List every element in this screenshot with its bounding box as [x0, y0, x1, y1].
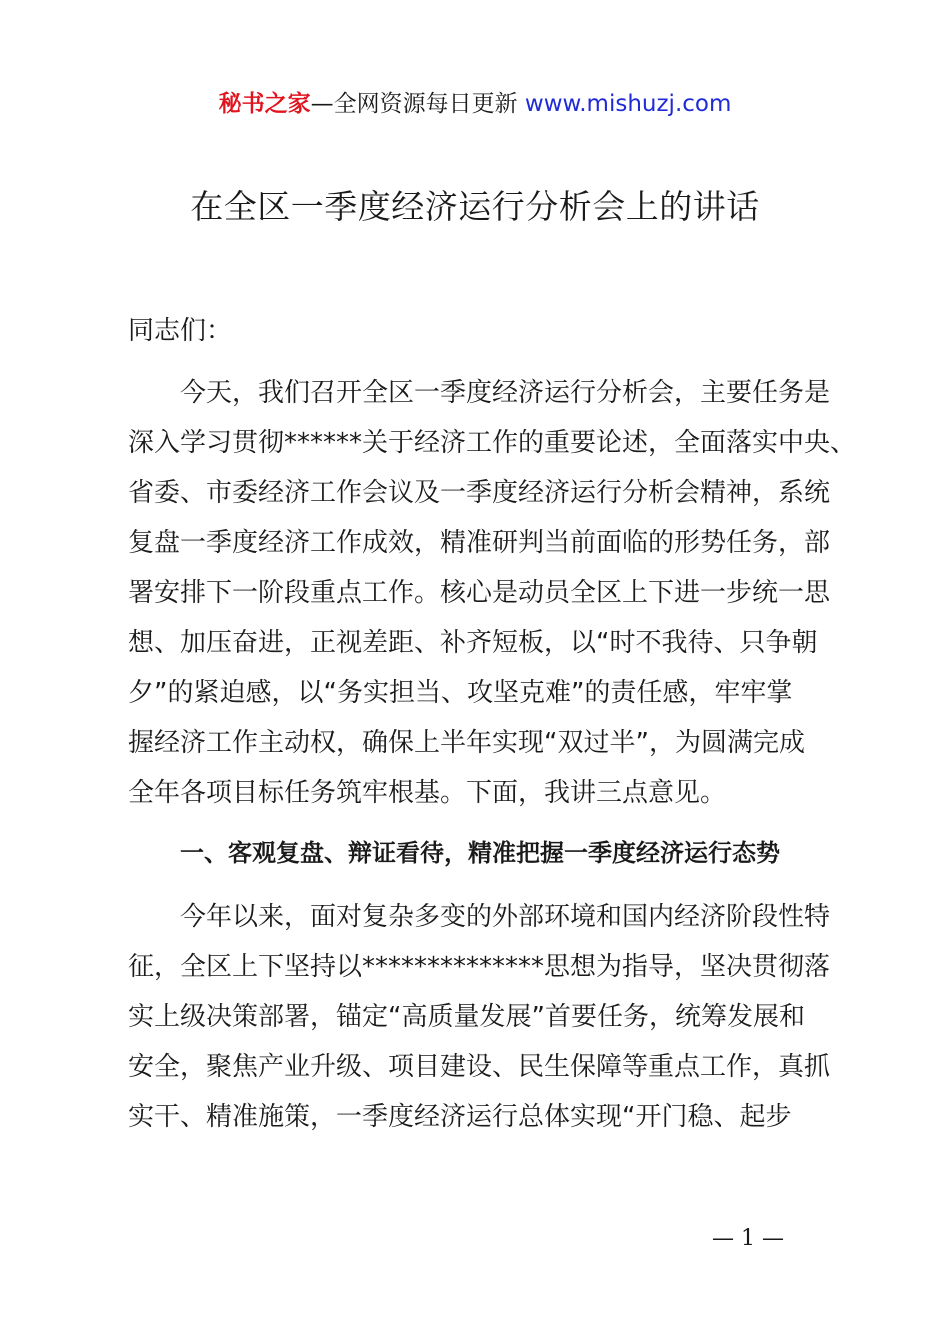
paragraph-line: 深入学习贯彻******关于经济工作的重要论述，全面落实中央、	[128, 428, 857, 458]
site-brand: 秘书之家	[218, 91, 311, 117]
paragraph-line: 征，全区上下坚持以**************思想为指导，坚决贯彻落	[128, 952, 831, 982]
paragraph-line: 复盘一季度经济工作成效，精准研判当前面临的形势任务，部	[128, 528, 831, 558]
paragraph-line: 今天，我们召开全区一季度经济运行分析会，主要任务是	[180, 378, 831, 408]
paragraph-line: 实干、精准施策，一季度经济运行总体实现“开门稳、起步	[128, 1102, 792, 1132]
paragraph-line: 省委、市委经济工作会议及一季度经济运行分析会精神，系统	[128, 478, 831, 508]
paragraph-line: 署安排下一阶段重点工作。核心是动员全区上下进一步统一思	[128, 578, 831, 608]
site-url-link[interactable]: www.mishuzj.com	[524, 91, 732, 117]
paragraph-line: 安全，聚焦产业升级、项目建设、民生保障等重点工作，真抓	[128, 1052, 831, 1082]
paragraph-line: 想、加压奋进，正视差距、补齐短板，以“时不我待、只争朝	[128, 628, 818, 658]
paragraph-line: 夕”的紧迫感，以“务实担当、攻坚克难”的责任感，牢牢掌	[128, 678, 793, 708]
document-title: 在全区一季度经济运行分析会上的讲话	[190, 187, 760, 226]
site-tagline: —全网资源每日更新	[310, 91, 525, 117]
paragraph-line: 握经济工作主动权，确保上半年实现“双过半”，为圆满完成	[128, 728, 805, 758]
paragraph-line: 实上级决策部署，锚定“高质量发展”首要任务，统筹发展和	[128, 1002, 805, 1032]
section-heading-1: 一、客观复盘、辩证看待，精准把握一季度经济运行态势	[180, 839, 780, 867]
paragraph-line: 今年以来，面对复杂多变的外部环境和国内经济阶段性特	[180, 902, 831, 932]
page-number: — 1 —	[712, 1226, 784, 1251]
paragraph-line: 全年各项目标任务筑牢根基。下面，我讲三点意见。	[128, 778, 727, 808]
salutation: 同志们：	[128, 316, 233, 346]
site-header	[0, 86, 950, 122]
